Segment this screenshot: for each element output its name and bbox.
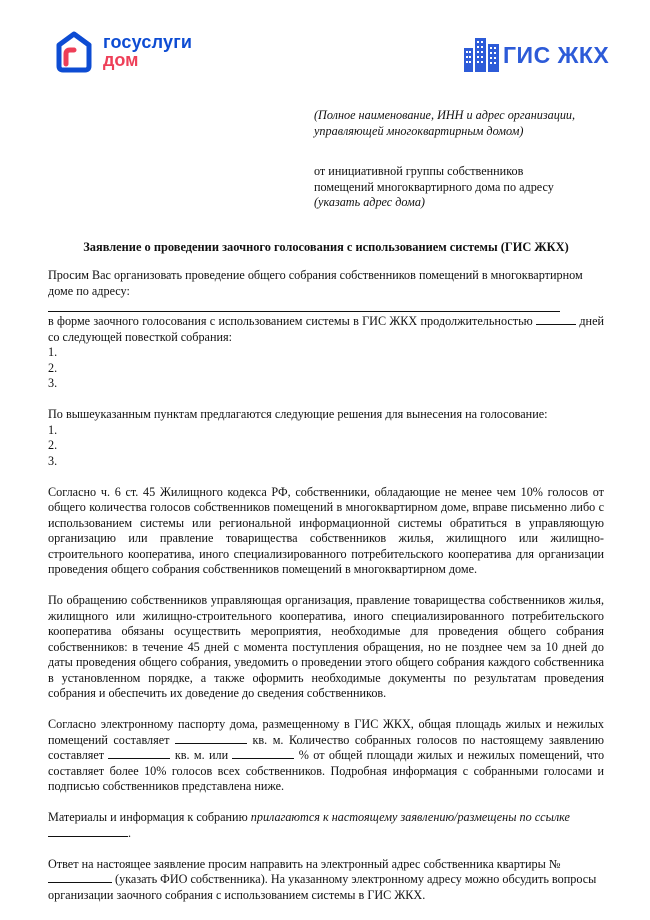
- spacer: [48, 578, 604, 594]
- link-blank: [48, 826, 128, 837]
- spacer: [48, 795, 604, 811]
- gosuslugi-wordmark: [103, 33, 192, 69]
- paragraph-response: [48, 857, 604, 904]
- duration-blank: [536, 314, 576, 325]
- paragraph-passport: [48, 717, 604, 795]
- agenda-item: 2.: [48, 360, 58, 375]
- decision-item: 1.: [48, 422, 58, 437]
- area-blank: [175, 733, 247, 744]
- gosuslugi-name: госуслуги: [103, 32, 193, 52]
- materials-italic-text: прилагаются к настоящему заявлению/размещены по ссылке: [250, 810, 570, 824]
- addressee-block: [314, 108, 614, 139]
- gis-zhkh-wordmark: ГИС ЖКХ: [503, 42, 610, 68]
- paragraph-housing-code: Согласно ч. 6 ст. 45 Жилищного кодекса РФ, собственники, обладающие не менее чем 10% голосов от общего количества голосов собственников помещений в многоквартирном доме, вправе письменно либо с использованием системы или региональной информационной системы обратиться в управляющую организацию или правление товарищества собственников жилья, жилищного или жилищно-строительного кооператива, иного специализированного потребительского кооператива для организации проведения общего собрания собственников помещений в многоквартирном доме.: [48, 484, 604, 576]
- materials-period: .: [128, 825, 132, 840]
- house-logo-icon: [55, 30, 93, 74]
- document-title: Заявление о проведении заочного голосования с использованием системы (ГИС ЖКХ): [83, 240, 569, 254]
- apartment-blank: [48, 872, 112, 883]
- document-body: [48, 268, 604, 903]
- votes-percent-blank: [232, 748, 294, 759]
- passport-text-1: Согласно электронному паспорту дома, размещенному в ГИС ЖКХ, общая площадь жилых и нежилых помещений составляет: [48, 717, 604, 747]
- sender-block: [314, 164, 614, 211]
- addressee-line-2: управляющей многоквартирным домом): [314, 123, 524, 138]
- spacer: [48, 841, 604, 857]
- passport-text-4: % от общей площади жилых и нежилых помещений, что составляет более 10% голосов всех собственников. Подробная информация с собранными голосами и подписью собственников представлена ниже.: [48, 748, 605, 793]
- materials-text: Материалы и информация к собранию: [48, 810, 248, 824]
- passport-text-2: кв. м. Количество собранных голосов по настоящему заявлению составляет: [48, 732, 604, 762]
- agenda-item: 1.: [48, 345, 58, 359]
- spacer: [48, 392, 604, 408]
- buildings-icon: [463, 36, 501, 72]
- response-text-1: Ответ на настоящее заявление просим направить на электронный адрес собственника квартиры №: [48, 856, 561, 871]
- paragraph-request: Просим Вас организовать проведение общего собрания собственников помещений в многоквартирном доме по адресу:: [48, 268, 583, 298]
- agenda-item: 3.: [48, 376, 58, 390]
- paragraph-materials: [48, 810, 604, 841]
- votes-sqm-blank: [108, 748, 170, 759]
- sender-line-2: помещений многоквартирного дома по адресу: [314, 179, 554, 194]
- spacer: [48, 702, 604, 718]
- gis-zhkh-logo: [463, 36, 613, 76]
- gosuslugi-dom-logo: [55, 30, 225, 80]
- paragraph-obligations: По обращению собственников управляющая организация, правление товарищества собственников жилья, жилищного или жилищно-строительного кооператива, иного специализированного потребительского кооператива обязаны осуществить мероприятия, необходимые для проведения общего собрания собственников: в течение 45 дней с момента поступления обращения, но не позднее чем за 10 дней до даты проведения общего собрания, уведомить о проведении этого общего собрания каждого собственника в установленном порядке, а также оформить необходимые документы по результатам проведения собрания и обеспечить их доведение до сведения собственников.: [48, 593, 604, 700]
- response-text-2: (указать ФИО собственника). На указанному электронному адресу можно обсудить вопросы организации заочного собрания с использованием системы в ГИС ЖКХ.: [48, 872, 597, 902]
- spacer: [48, 469, 604, 485]
- paragraph-decisions: По вышеуказанным пунктам предлагаются следующие решения для вынесения на голосование:: [48, 407, 548, 421]
- sender-address-hint: (указать адрес дома): [314, 195, 425, 209]
- decision-item: 2.: [48, 438, 58, 452]
- voting-form-text: в форме заочного голосования с использованием системы в ГИС ЖКХ продолжительностью: [48, 314, 533, 328]
- passport-text-3: кв. м. или: [174, 748, 229, 762]
- paragraph-voting-form: [48, 314, 604, 345]
- sender-line-1: от инициативной группы собственников: [314, 164, 524, 178]
- voting-form-text-end: дней со следующей повесткой собрания:: [48, 314, 604, 344]
- addressee-line-1: (Полное наименование, ИНН и адрес организации,: [314, 108, 576, 122]
- address-blank-line: [48, 299, 560, 312]
- decision-item: 3.: [48, 453, 58, 468]
- gosuslugi-dom: дом: [103, 50, 139, 70]
